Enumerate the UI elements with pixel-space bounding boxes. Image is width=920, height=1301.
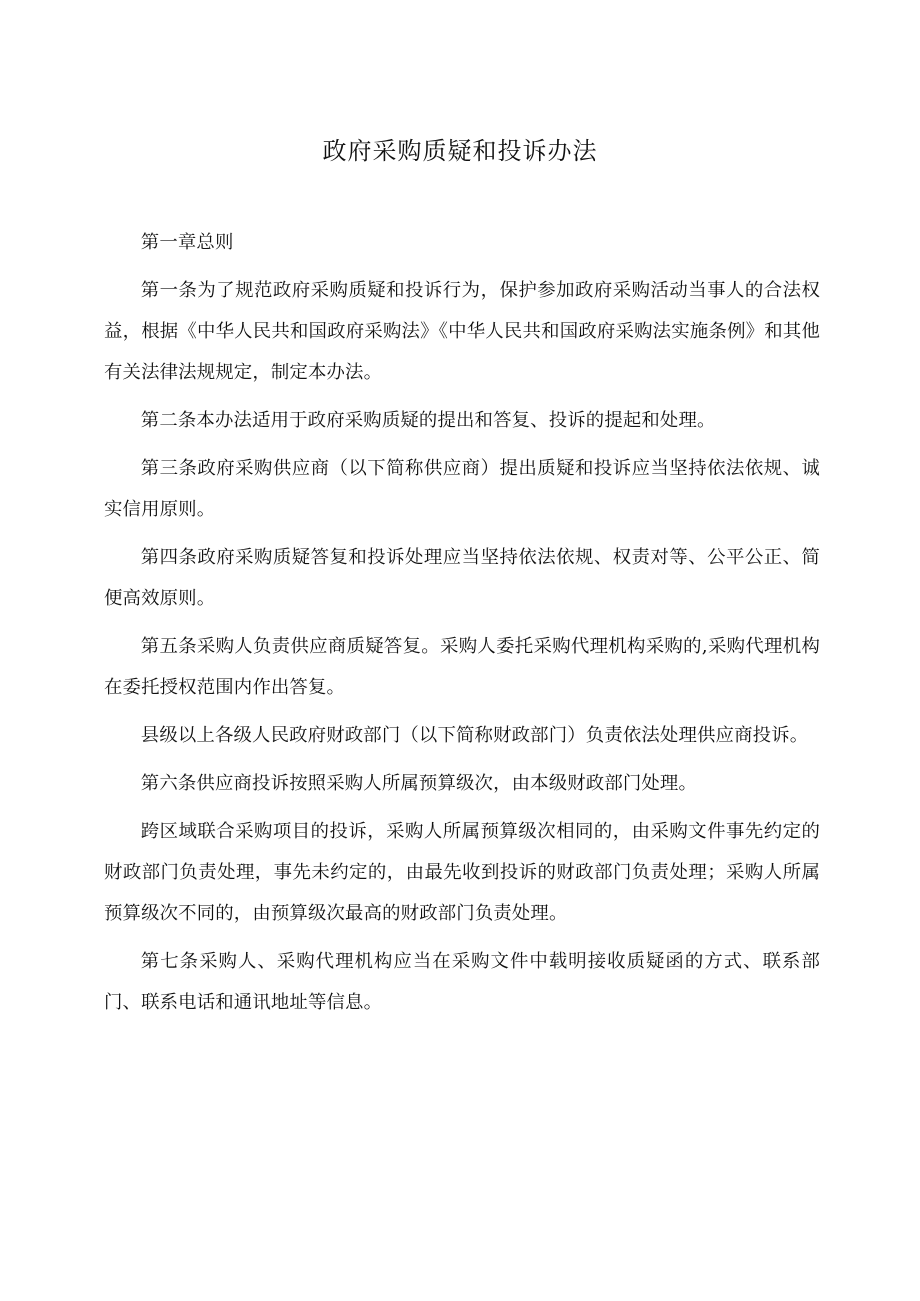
- paragraph-article-6: 第六条供应商投诉按照采购人所属预算级次，由本级财政部门处理。: [140, 773, 698, 794]
- paragraph-article-1: 第一条为了规范政府采购质疑和投诉行为，保护参加政府采购活动当事人的合法权益，根据《中华人民共和国政府采购法》《中华人民共和国政府采购法实施条例》和其他有关法律法规规定，制定本办法。: [104, 280, 820, 383]
- document-body: [104, 222, 820, 1030]
- paragraph-chapter-heading: 第一章总则: [140, 232, 234, 253]
- paragraph-article-6-part-2: 跨区域联合采购项目的投诉，采购人所属预算级次相同的，由采购文件事先约定的财政部门负责处理，事先未约定的，由最先收到投诉的财政部门负责处理；采购人所属预算级次不同的，由预算级次最高的财政部门负责处理。: [104, 821, 820, 924]
- paragraph-article-3: 第三条政府采购供应商（以下简称供应商）提出质疑和投诉应当坚持依法依规、诚实信用原则。: [104, 458, 820, 520]
- paragraph-article-7: 第七条采购人、采购代理机构应当在采购文件中载明接收质疑函的方式、联系部门、联系电话和通讯地址等信息。: [104, 951, 820, 1013]
- document-title: 政府采购质疑和投诉办法: [322, 137, 598, 165]
- paragraph-article-2: 第二条本办法适用于政府采购质疑的提出和答复、投诉的提起和处理。: [140, 410, 716, 431]
- paragraph-article-5: 第五条采购人负责供应商质疑答复。采购人委托采购代理机构采购的,采购代理机构在委托授权范围内作出答复。: [104, 636, 820, 698]
- paragraph-article-5-part-2: 县级以上各级人民政府财政部门（以下简称财政部门）负责依法处理供应商投诉。: [140, 725, 809, 746]
- paragraph-article-4: 第四条政府采购质疑答复和投诉处理应当坚持依法依规、权责对等、公平公正、简便高效原则。: [104, 547, 820, 609]
